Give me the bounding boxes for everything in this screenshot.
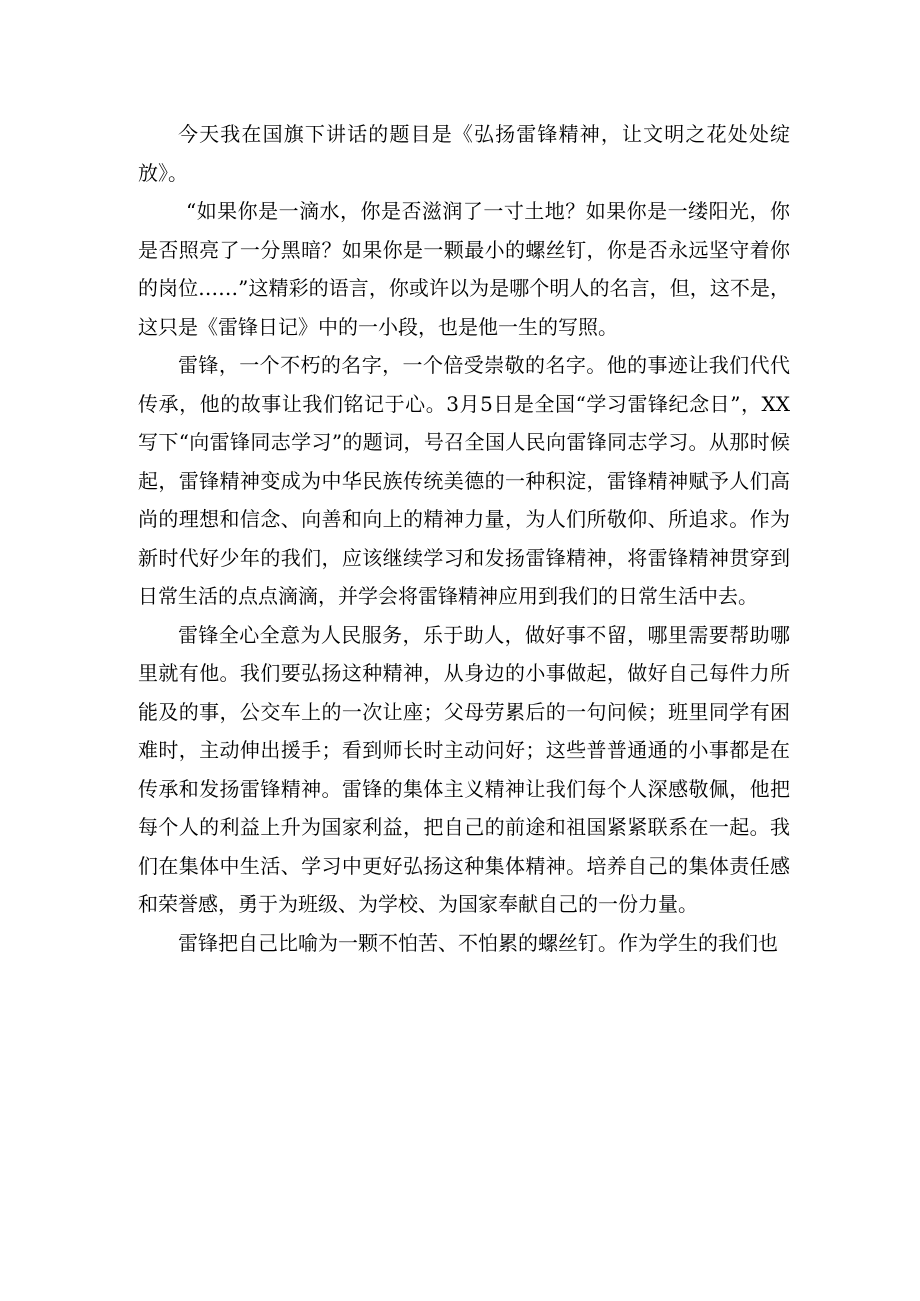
document-body (138, 115, 790, 962)
paragraph-serve-people: 雷锋全心全意为人民服务，乐于助人，做好事不留，哪里需要帮助哪里就有他。我们要弘扬这种精神，从身边的小事做起，做好自己每件力所能及的事，公交车上的一次让座；父母劳累后的一句问候；班里同学有困难时，主动伸出援手；看到师长时主动问好；这些普普通通的小事都是在传承和发扬雷锋精神。雷锋的集体主义精神让我们每个人深感敬佩，他把每个人的利益上升为国家利益，把自己的前途和祖国紧紧联系在一起。我们在集体中生活、学习中更好弘扬这种集体精神。培养自己的集体责任感和荣誉感，勇于为班级、为学校、为国家奉献自己的一份力量。 (138, 622, 790, 916)
paragraph-title-intro: 今天我在国旗下讲话的题目是《弘扬雷锋精神，让文明之花处处绽放》。 (138, 122, 790, 185)
paragraph-quote: “如果你是一滴水，你是否滋润了一寸土地？如果你是一缕阳光，你是否照亮了一分黑暗？如果你是一颗最小的螺丝钉，你是否永远坚守着你的岗位……”这精彩的语言，你或许以为是哪个明人的名言，但，这不是，这只是《雷锋日记》中的一小段，也是他一生的写照。 (138, 199, 790, 339)
paragraph-leifeng-name: 雷锋，一个不朽的名字，一个倍受崇敬的名字。他的事迹让我们代代传承，他的故事让我们铭记于心。3月5日是全国“学习雷锋纪念日”，XX写下“向雷锋同志学习”的题词，号召全国人民向雷锋同志学习。从那时候起，雷锋精神变成为中华民族传统美德的一种积淀，雷锋精神赋予人们高尚的理想和信念、向善和向上的精神力量，为人们所敬仰、所追求。作为新时代好少年的我们，应该继续学习和发扬雷锋精神，将雷锋精神贯穿到日常生活的点点滴滴，并学会将雷锋精神应用到我们的日常生活中去。 (138, 353, 790, 608)
paragraph-screw-metaphor: 雷锋把自己比喻为一颗不怕苦、不怕累的螺丝钉。作为学生的我们也 (178, 930, 778, 955)
